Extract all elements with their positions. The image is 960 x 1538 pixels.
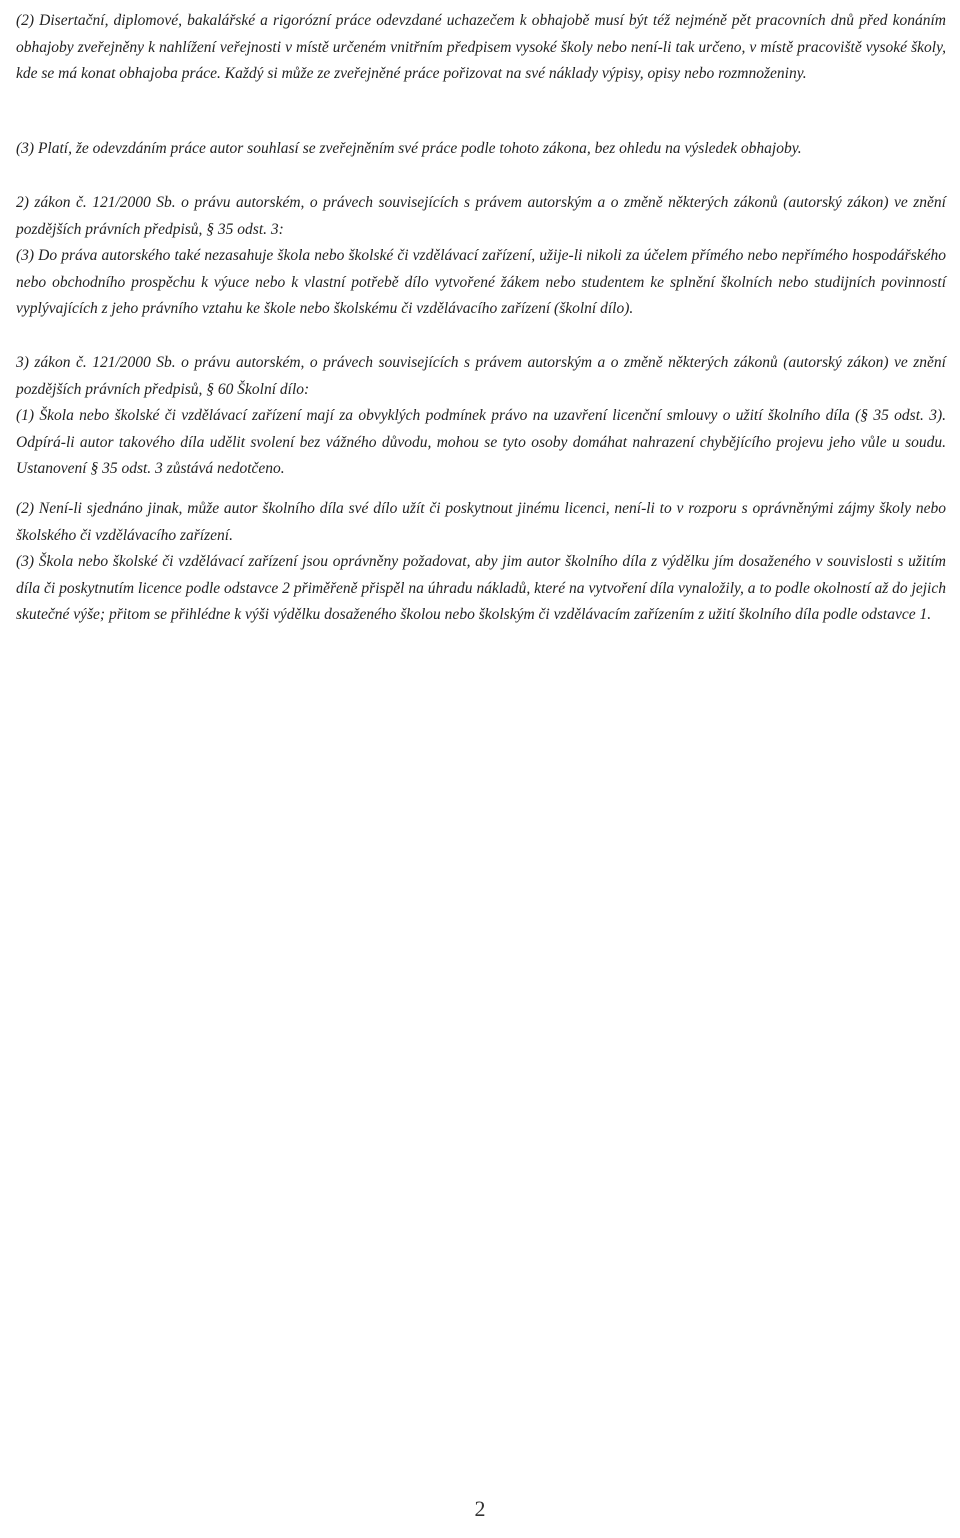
paragraph-thesis-publication: (2) Disertační, diplomové, bakalářské a rigorózní práce odevzdané uchazečem k obhajobě musí být též nejméně pět pracovních dnů před konáním obhajoby zveřejněny k nahlížení veřejnosti v místě určeném vnitřním předpisem vysoké školy nebo není-li tak určeno, v místě pracoviště vysoké školy, kde se má konat obhajoba práce. Každý si může ze zveřejněné práce pořizovat na své náklady výpisy, opisy nebo rozmnoženiny.	[16, 12, 946, 82]
paragraph-author-consent: (3) Platí, že odevzdáním práce autor souhlasí se zveřejněním své práce podle tohoto zákona, bez ohledu na výsledek obhajoby.	[16, 140, 802, 157]
paragraph-school-use: (3) Do práva autorského také nezasahuje škola nebo školské či vzdělávací zařízení, užije-li nikoli za účelem přímého nebo nepřímého hospodářského nebo obchodního prospěchu k výuce nebo k vlastní potřebě dílo vytvořené žákem nebo studentem ke splnění školních nebo studijních povinností vyplývajících z jeho právního vztahu ke škole nebo školskému či vzdělávacího zařízení (školní dílo).	[16, 247, 946, 317]
paragraph-licence-agreement: (1) Škola nebo školské či vzdělávací zařízení mají za obvyklých podmínek právo na uzavření licenční smlouvy o užití školního díla (§ 35 odst. 3). Odpírá-li autor takového díla udělit svolení bez vážného důvodu, mohou se tyto osoby domáhat nahrazení chybějícího projevu jeho vůle u soudu. Ustanovení § 35 odst. 3 zůstává nedotčeno.	[16, 407, 946, 477]
paragraph-author-licence: (2) Není-li sjednáno jinak, může autor školního díla své dílo užít či poskytnout jinému licenci, není-li to v rozporu s oprávněnými zájmy školy nebo školského či vzdělávacího zařízení.	[16, 500, 946, 544]
footnote-2-reference: 2) zákon č. 121/2000 Sb. o právu autorském, o právech souvisejících s právem autorským a o změně některých zákonů (autorský zákon) ve znění pozdějších právních předpisů, § 35 odst. 3:	[16, 194, 946, 238]
footnote-3-reference: 3) zákon č. 121/2000 Sb. o právu autorském, o právech souvisejících s právem autorským a o změně některých zákonů (autorský zákon) ve znění pozdějších právních předpisů, § 60 Školní dílo:	[16, 354, 946, 398]
paragraph-cost-contribution: (3) Škola nebo školské či vzdělávací zařízení jsou oprávněny požadovat, aby jim autor školního díla z výdělku jím dosaženého v souvislosti s užitím díla či poskytnutím licence podle odstavce 2 přiměřeně přispěl na úhradu nákladů, které na vytvoření díla vynaložily, a to podle okolností až do jejich skutečné výše; přitom se přihlédne k výši výdělku dosaženého školou nebo školským či vzdělávacím zařízením z užití školního díla podle odstavce 1.	[16, 553, 946, 623]
page-number: 2	[474, 1496, 486, 1521]
